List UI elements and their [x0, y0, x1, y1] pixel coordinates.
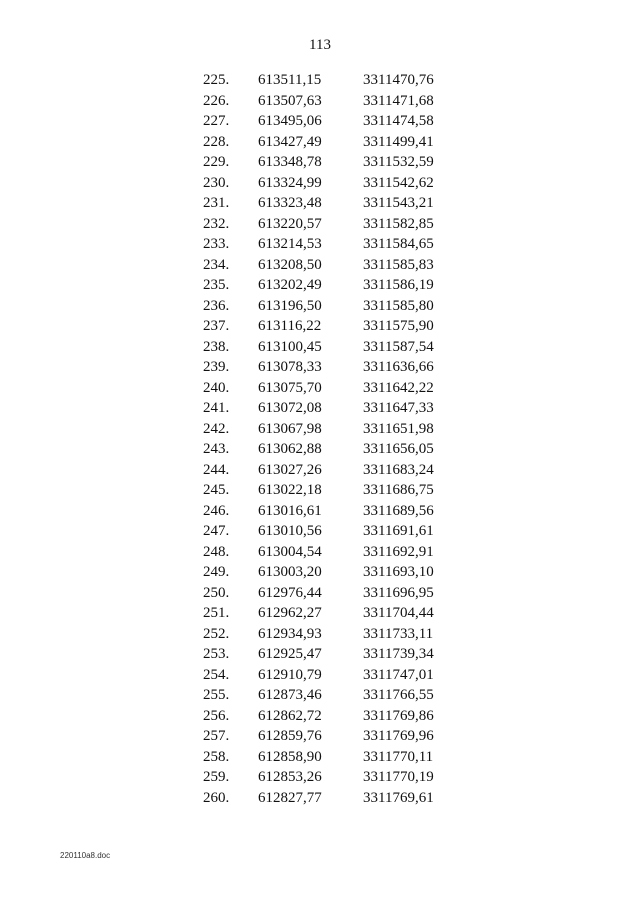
y-coordinate: 3311651,98: [363, 420, 434, 437]
point-number: 257.: [203, 728, 230, 744]
table-row: [0, 173, 640, 194]
point-number: 234.: [203, 256, 230, 273]
x-coordinate: 613214,53: [258, 236, 322, 252]
y-coordinate: 3311733,11: [363, 625, 434, 642]
y-coordinate: 3311769,96: [363, 728, 434, 744]
table-row: [0, 111, 640, 132]
y-coordinate: 3311647,33: [363, 400, 434, 416]
y-coordinate: 3311584,65: [363, 236, 434, 252]
table-row: [0, 132, 640, 153]
table-row: [0, 419, 640, 440]
table-row: [0, 152, 640, 173]
table-row: [0, 255, 640, 276]
table-row: [0, 234, 640, 255]
x-coordinate: 613062,88: [258, 441, 322, 457]
point-number: 228.: [203, 133, 230, 150]
y-coordinate: 3311499,41: [363, 133, 434, 150]
point-number: 255.: [203, 687, 230, 703]
x-coordinate: 613016,61: [258, 502, 322, 519]
x-coordinate: 613348,78: [258, 154, 322, 170]
y-coordinate: 3311769,61: [363, 789, 434, 806]
x-coordinate: 612934,93: [258, 625, 322, 642]
table-row: [0, 501, 640, 522]
x-coordinate: 613022,18: [258, 482, 322, 498]
point-number: 253.: [203, 646, 230, 662]
table-row: [0, 603, 640, 624]
x-coordinate: 613072,08: [258, 400, 322, 416]
table-row: [0, 296, 640, 317]
table-row: [0, 521, 640, 542]
x-coordinate: 613495,06: [258, 113, 322, 129]
point-number: 245.: [203, 482, 230, 498]
point-number: 236.: [203, 297, 230, 314]
table-row: [0, 747, 640, 768]
table-row: [0, 562, 640, 583]
point-number: 225.: [203, 72, 230, 88]
point-number: 227.: [203, 113, 230, 129]
x-coordinate: 613208,50: [258, 256, 322, 273]
x-coordinate: 613507,63: [258, 92, 322, 109]
table-row: [0, 706, 640, 727]
table-row: [0, 685, 640, 706]
table-row: [0, 480, 640, 501]
x-coordinate: 612976,44: [258, 584, 322, 601]
x-coordinate: 612853,26: [258, 769, 322, 785]
point-number: 252.: [203, 625, 230, 642]
table-row: [0, 542, 640, 563]
x-coordinate: 612862,72: [258, 707, 322, 724]
footer-filename: 220110a8.doc: [60, 851, 111, 860]
y-coordinate: 3311636,66: [363, 359, 434, 375]
table-row: [0, 91, 640, 112]
x-coordinate: 613323,48: [258, 195, 322, 211]
y-coordinate: 3311471,68: [363, 92, 434, 109]
y-coordinate: 3311585,80: [363, 297, 434, 314]
table-row: [0, 193, 640, 214]
x-coordinate: 613202,49: [258, 277, 322, 293]
y-coordinate: 3311747,01: [363, 666, 434, 683]
x-coordinate: 612858,90: [258, 748, 322, 765]
y-coordinate: 3311689,56: [363, 502, 434, 519]
table-row: [0, 214, 640, 235]
point-number: 256.: [203, 707, 230, 724]
table-row: [0, 357, 640, 378]
point-number: 249.: [203, 564, 230, 580]
x-coordinate: 613116,22: [258, 318, 322, 334]
table-row: [0, 583, 640, 604]
point-number: 241.: [203, 400, 230, 416]
coordinate-table: [0, 70, 640, 808]
y-coordinate: 3311692,91: [363, 543, 434, 560]
x-coordinate: 613427,49: [258, 133, 322, 150]
point-number: 235.: [203, 277, 230, 293]
point-number: 259.: [203, 769, 230, 785]
y-coordinate: 3311542,62: [363, 174, 434, 191]
y-coordinate: 3311586,19: [363, 277, 434, 293]
y-coordinate: 3311532,59: [363, 154, 434, 170]
y-coordinate: 3311739,34: [363, 646, 434, 662]
point-number: 246.: [203, 502, 230, 519]
table-row: [0, 788, 640, 809]
x-coordinate: 612873,46: [258, 687, 322, 703]
x-coordinate: 613004,54: [258, 543, 322, 560]
point-number: 260.: [203, 789, 230, 806]
y-coordinate: 3311766,55: [363, 687, 434, 703]
y-coordinate: 3311582,85: [363, 215, 434, 232]
x-coordinate: 613027,26: [258, 461, 322, 478]
table-row: [0, 70, 640, 91]
table-row: [0, 624, 640, 645]
y-coordinate: 3311696,95: [363, 584, 434, 601]
x-coordinate: 612910,79: [258, 666, 322, 683]
table-row: [0, 275, 640, 296]
table-row: [0, 726, 640, 747]
point-number: 240.: [203, 379, 230, 396]
x-coordinate: 613511,15: [258, 72, 322, 88]
x-coordinate: 613003,20: [258, 564, 322, 580]
y-coordinate: 3311769,86: [363, 707, 434, 724]
table-row: [0, 398, 640, 419]
y-coordinate: 3311770,11: [363, 748, 434, 765]
point-number: 248.: [203, 543, 230, 560]
point-number: 239.: [203, 359, 230, 375]
x-coordinate: 613075,70: [258, 379, 322, 396]
x-coordinate: 613100,45: [258, 338, 322, 355]
y-coordinate: 3311474,58: [363, 113, 434, 129]
x-coordinate: 613324,99: [258, 174, 322, 191]
y-coordinate: 3311585,83: [363, 256, 434, 273]
point-number: 226.: [203, 92, 230, 109]
point-number: 237.: [203, 318, 230, 334]
y-coordinate: 3311642,22: [363, 379, 434, 396]
point-number: 258.: [203, 748, 230, 765]
y-coordinate: 3311575,90: [363, 318, 434, 334]
x-coordinate: 613220,57: [258, 215, 322, 232]
y-coordinate: 3311686,75: [363, 482, 434, 498]
y-coordinate: 3311691,61: [363, 523, 434, 539]
table-row: [0, 644, 640, 665]
table-row: [0, 439, 640, 460]
table-row: [0, 460, 640, 481]
point-number: 243.: [203, 441, 230, 457]
y-coordinate: 3311770,19: [363, 769, 434, 785]
x-coordinate: 612925,47: [258, 646, 322, 662]
point-number: 244.: [203, 461, 230, 478]
x-coordinate: 612962,27: [258, 605, 322, 621]
y-coordinate: 3311470,76: [363, 72, 434, 88]
point-number: 254.: [203, 666, 230, 683]
y-coordinate: 3311683,24: [363, 461, 434, 478]
y-coordinate: 3311704,44: [363, 605, 434, 621]
point-number: 250.: [203, 584, 230, 601]
point-number: 242.: [203, 420, 230, 437]
x-coordinate: 613067,98: [258, 420, 322, 437]
y-coordinate: 3311656,05: [363, 441, 434, 457]
x-coordinate: 613196,50: [258, 297, 322, 314]
point-number: 230.: [203, 174, 230, 191]
x-coordinate: 613010,56: [258, 523, 322, 539]
y-coordinate: 3311587,54: [363, 338, 434, 355]
point-number: 251.: [203, 605, 230, 621]
table-row: [0, 316, 640, 337]
x-coordinate: 612859,76: [258, 728, 322, 744]
point-number: 238.: [203, 338, 230, 355]
table-row: [0, 378, 640, 399]
point-number: 233.: [203, 236, 230, 252]
point-number: 232.: [203, 215, 230, 232]
x-coordinate: 613078,33: [258, 359, 322, 375]
table-row: [0, 337, 640, 358]
y-coordinate: 3311693,10: [363, 564, 434, 580]
point-number: 231.: [203, 195, 230, 211]
page-number: 113: [309, 37, 331, 53]
x-coordinate: 612827,77: [258, 789, 322, 806]
table-row: [0, 665, 640, 686]
point-number: 229.: [203, 154, 230, 170]
point-number: 247.: [203, 523, 230, 539]
table-row: [0, 767, 640, 788]
y-coordinate: 3311543,21: [363, 195, 434, 211]
